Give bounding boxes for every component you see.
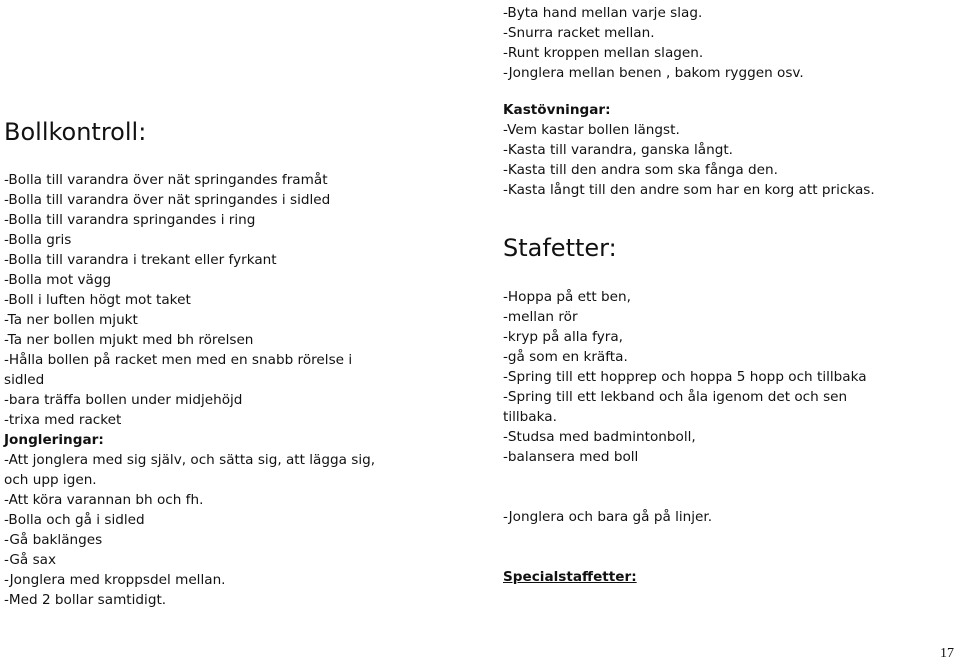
list-item: -Studsa med badmintonboll, [503, 429, 696, 445]
list-item: -bara träffa bollen under midjehöjd [4, 392, 243, 408]
section-title-stafetter: Stafetter: [503, 234, 617, 262]
list-item: -Att köra varannan bh och fh. [4, 492, 204, 508]
list-item: -Med 2 bollar samtidigt. [4, 592, 167, 608]
list-item: -Gå sax [4, 552, 57, 568]
list-item: -Bolla mot vägg [4, 272, 112, 288]
kastovningar-list [503, 120, 875, 200]
list-item: -Hoppa på ett ben, [503, 289, 631, 305]
list-item: -mellan rör [503, 309, 578, 325]
stafetter-list [503, 287, 875, 467]
list-item: -Bolla till varandra i trekant eller fyrkant [4, 252, 277, 268]
list-item: -Ta ner bollen mjukt med bh rörelsen [4, 332, 254, 348]
list-item: -Bolla och gå i sidled [4, 512, 145, 528]
bollkontroll-list [4, 170, 375, 430]
juggling-continued-list [503, 3, 875, 83]
list-item: -Bolla till varandra över nät springandes i sidled [4, 192, 331, 208]
list-item: -Vem kastar bollen längst. [503, 122, 680, 138]
list-item: -Gå baklänges [4, 532, 103, 548]
list-item: -Att jonglera med sig själv, och sätta sig, att lägga sig, och upp igen. [4, 452, 376, 488]
list-item: -Kasta till den andra som ska fånga den. [503, 162, 778, 178]
line-walk-item: -Jonglera och bara gå på linjer. [503, 509, 713, 525]
list-item: -trixa med racket [4, 412, 122, 428]
list-item: -Byta hand mellan varje slag. [503, 5, 703, 21]
heading-kastovningar: Kastövningar: [503, 102, 611, 118]
list-item: -Runt kroppen mellan slagen. [503, 45, 704, 61]
right-column [503, 3, 875, 587]
list-item: -Boll i luften högt mot taket [4, 292, 191, 308]
list-item: -Hålla bollen på racket men med en snabb rörelse i sidled [4, 352, 353, 388]
list-item: -Kasta till varandra, ganska långt. [503, 142, 733, 158]
heading-specialstaffetter: Specialstaffetter: [503, 569, 637, 585]
list-item: -Snurra racket mellan. [503, 25, 655, 41]
list-item: -Jonglera med kroppsdel mellan. [4, 572, 226, 588]
list-item: -Spring till ett lekband och åla igenom det och sen tillbaka. [503, 389, 848, 425]
list-item: -Ta ner bollen mjukt [4, 312, 138, 328]
section-title-bollkontroll: Bollkontroll: [4, 118, 147, 146]
list-item: -kryp på alla fyra, [503, 329, 624, 345]
list-item: -Kasta långt till den andre som har en korg att prickas. [503, 182, 875, 198]
list-item: -balansera med boll [503, 449, 639, 465]
list-item: -Jonglera mellan benen , bakom ryggen osv. [503, 65, 804, 81]
list-item: -Bolla till varandra springandes i ring [4, 212, 256, 228]
list-item: -gå som en kräfta. [503, 349, 628, 365]
list-item: -Bolla gris [4, 232, 72, 248]
left-column [4, 117, 375, 610]
list-item: -Spring till ett hopprep och hoppa 5 hopp och tillbaka [503, 369, 867, 385]
page-number: 17 [940, 646, 954, 661]
jongleringar-list [4, 450, 375, 610]
heading-jongleringar: Jongleringar: [4, 432, 104, 448]
list-item: -Bolla till varandra över nät springandes framåt [4, 172, 328, 188]
